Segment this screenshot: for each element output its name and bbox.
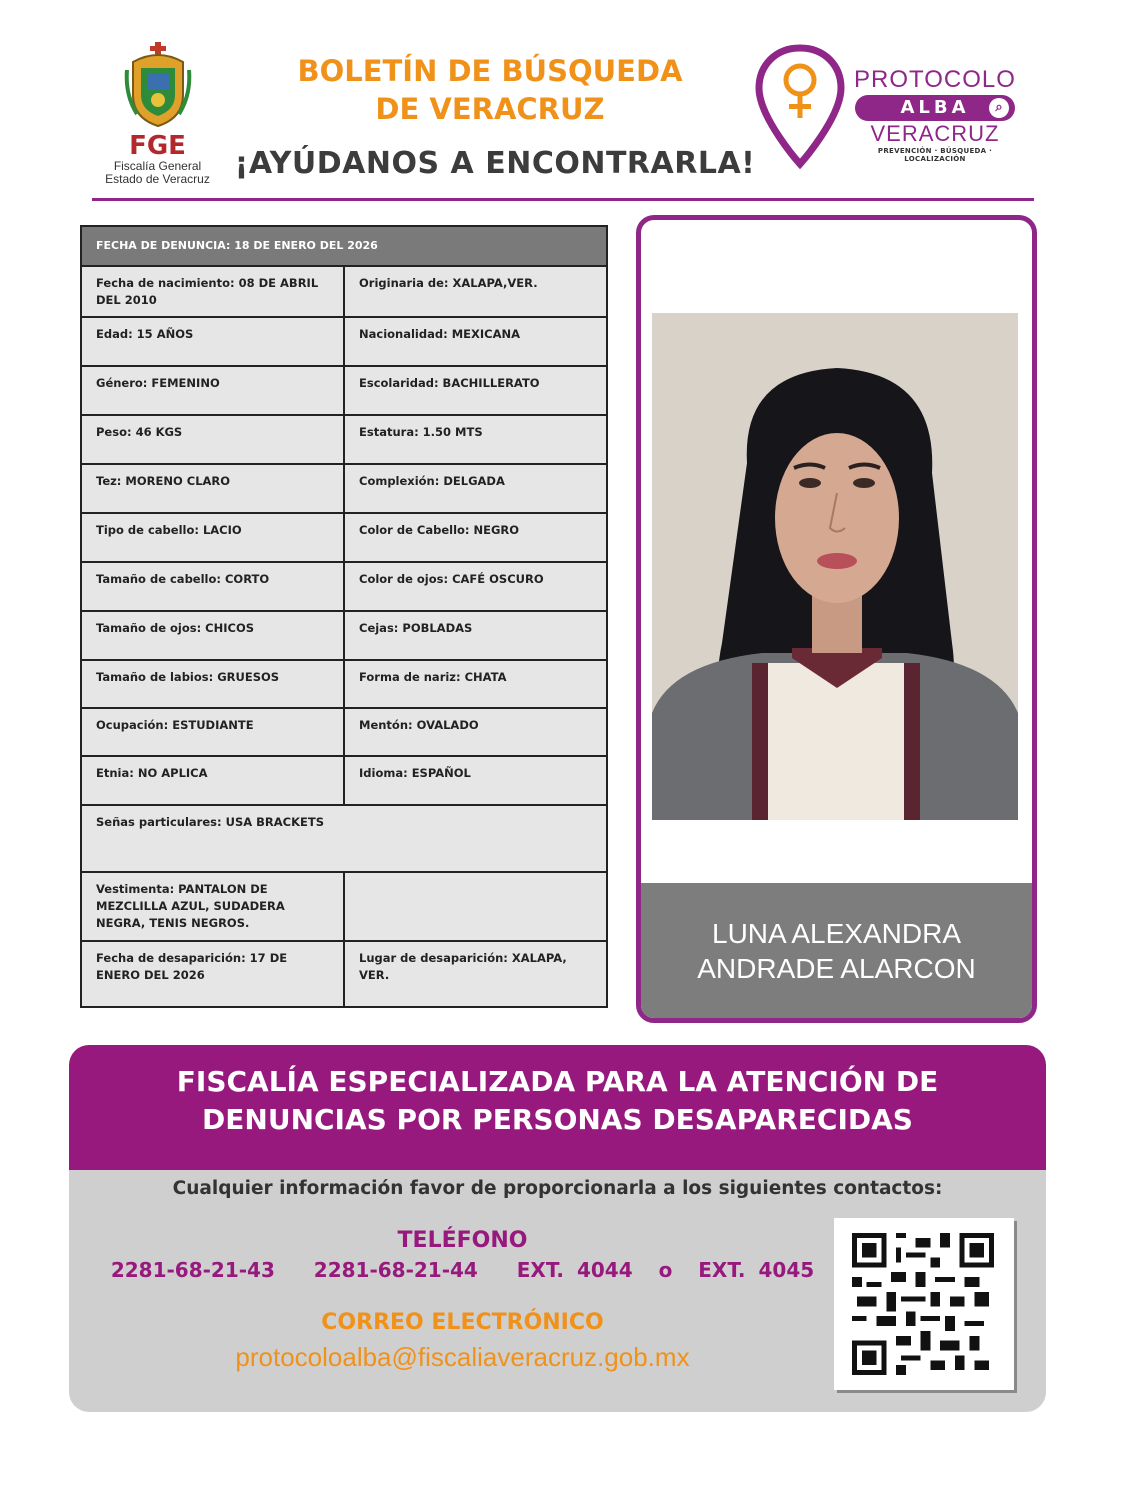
agency-banner: [69, 1045, 1046, 1170]
bulletin-subtitle: ¡AYÚDANOS A ENCONTRARLA!: [234, 146, 756, 181]
eye-color: Color de ojos: CAFÉ OSCURO: [344, 562, 607, 611]
fge-acronym: FGE: [129, 131, 186, 161]
phone-numbers: 2281-68-21-43 2281-68-21-44 EXT. 4044 o EXT. 4045: [110, 1258, 815, 1282]
nose-shape: Forma de nariz: CHATA: [344, 660, 607, 708]
person-photo: [652, 313, 1018, 820]
person-data-table: [80, 225, 608, 1008]
header-divider: [92, 198, 1034, 201]
agency-title-line1: FISCALÍA ESPECIALIZADA PARA LA ATENCIÓN DE: [176, 1065, 939, 1098]
nationality: Nacionalidad: MEXICANA: [344, 317, 607, 366]
alba-tagline: PREVENCIÓN · BÚSQUEDA · LOCALIZACIÓN: [877, 147, 993, 163]
agency-title: [69, 1063, 1046, 1139]
disappearance-place: Lugar de desaparición: XALAPA, VER.: [344, 941, 607, 1007]
clothing-blank: [344, 872, 607, 941]
phone-label: TELÉFONO: [397, 1228, 528, 1253]
qr-code: [834, 1218, 1014, 1390]
veracruz-coat-of-arms-icon: [123, 40, 193, 130]
report-date: FECHA DE DENUNCIA: 18 DE ENERO DEL 2026: [81, 226, 607, 266]
education: Escolaridad: BACHILLERATO: [344, 366, 607, 415]
bulletin-title-line2: DE VERACRUZ: [375, 92, 605, 126]
location-pin-female-icon: [755, 42, 845, 172]
alba-line2: ALBA: [900, 97, 970, 118]
person-name: [641, 883, 1032, 1018]
contact-panel: [69, 1170, 1046, 1412]
age: Edad: 15 AÑOS: [81, 317, 344, 366]
hair-type: Tipo de cabello: LACIO: [81, 513, 344, 562]
fge-line1: Fiscalía General: [113, 159, 202, 173]
birth-date: Fecha de nacimiento: 08 DE ABRIL DEL 2010: [81, 266, 344, 317]
person-photo-illustration: [652, 313, 1018, 820]
magnifier-icon: ⌕: [989, 98, 1009, 118]
email-address[interactable]: protocoloalba@fiscaliaveracruz.gob.mx: [235, 1342, 690, 1372]
distinguishing-marks: Señas particulares: USA BRACKETS: [81, 805, 607, 872]
alba-pill: [855, 95, 1015, 121]
eyebrows: Cejas: POBLADAS: [344, 611, 607, 660]
gender: Género: FEMENINO: [81, 366, 344, 415]
alba-line3: VERACRUZ: [870, 121, 1000, 146]
occupation: Ocupación: ESTUDIANTE: [81, 708, 344, 756]
bulletin-title-line1: BOLETÍN DE BÚSQUEDA: [297, 54, 683, 88]
lip-size: Tamaño de labios: GRUESOS: [81, 660, 344, 708]
fge-logo: [100, 40, 215, 186]
person-name-line1: LUNA ALEXANDRA: [712, 918, 961, 949]
qr-code-icon: [850, 1233, 996, 1375]
disappearance-date: Fecha de desaparición: 17 DE ENERO DEL 2026: [81, 941, 344, 1007]
eye-size: Tamaño de ojos: CHICOS: [81, 611, 344, 660]
protocolo-alba-logo: [755, 42, 1025, 172]
hair-color: Color de Cabello: NEGRO: [344, 513, 607, 562]
contact-intro: Cualquier información favor de proporcionarla a los siguientes contactos:: [172, 1178, 943, 1199]
ethnicity: Etnia: NO APLICA: [81, 756, 344, 805]
build: Complexión: DELGADA: [344, 464, 607, 513]
bulletin-title: [250, 52, 730, 128]
photo-card: [636, 215, 1037, 1023]
language: Idioma: ESPAÑOL: [344, 756, 607, 805]
origin: Originaria de: XALAPA,VER.: [344, 266, 607, 317]
height: Estatura: 1.50 MTS: [344, 415, 607, 464]
alba-line1: PROTOCOLO: [854, 66, 1016, 93]
agency-title-line2: DENUNCIAS POR PERSONAS DESAPARECIDAS: [202, 1103, 913, 1136]
clothing: Vestimenta: PANTALON DE MEZCLILLA AZUL, SUDADERA NEGRA, TENIS NEGROS.: [81, 872, 344, 941]
fge-line2: Estado de Veracruz: [105, 172, 210, 186]
person-name-line2: ANDRADE ALARCON: [697, 953, 976, 984]
chin: Mentón: OVALADO: [344, 708, 607, 756]
hair-length: Tamaño de cabello: CORTO: [81, 562, 344, 611]
skin-tone: Tez: MORENO CLARO: [81, 464, 344, 513]
weight: Peso: 46 KGS: [81, 415, 344, 464]
email-label: CORREO ELECTRÓNICO: [321, 1310, 604, 1335]
